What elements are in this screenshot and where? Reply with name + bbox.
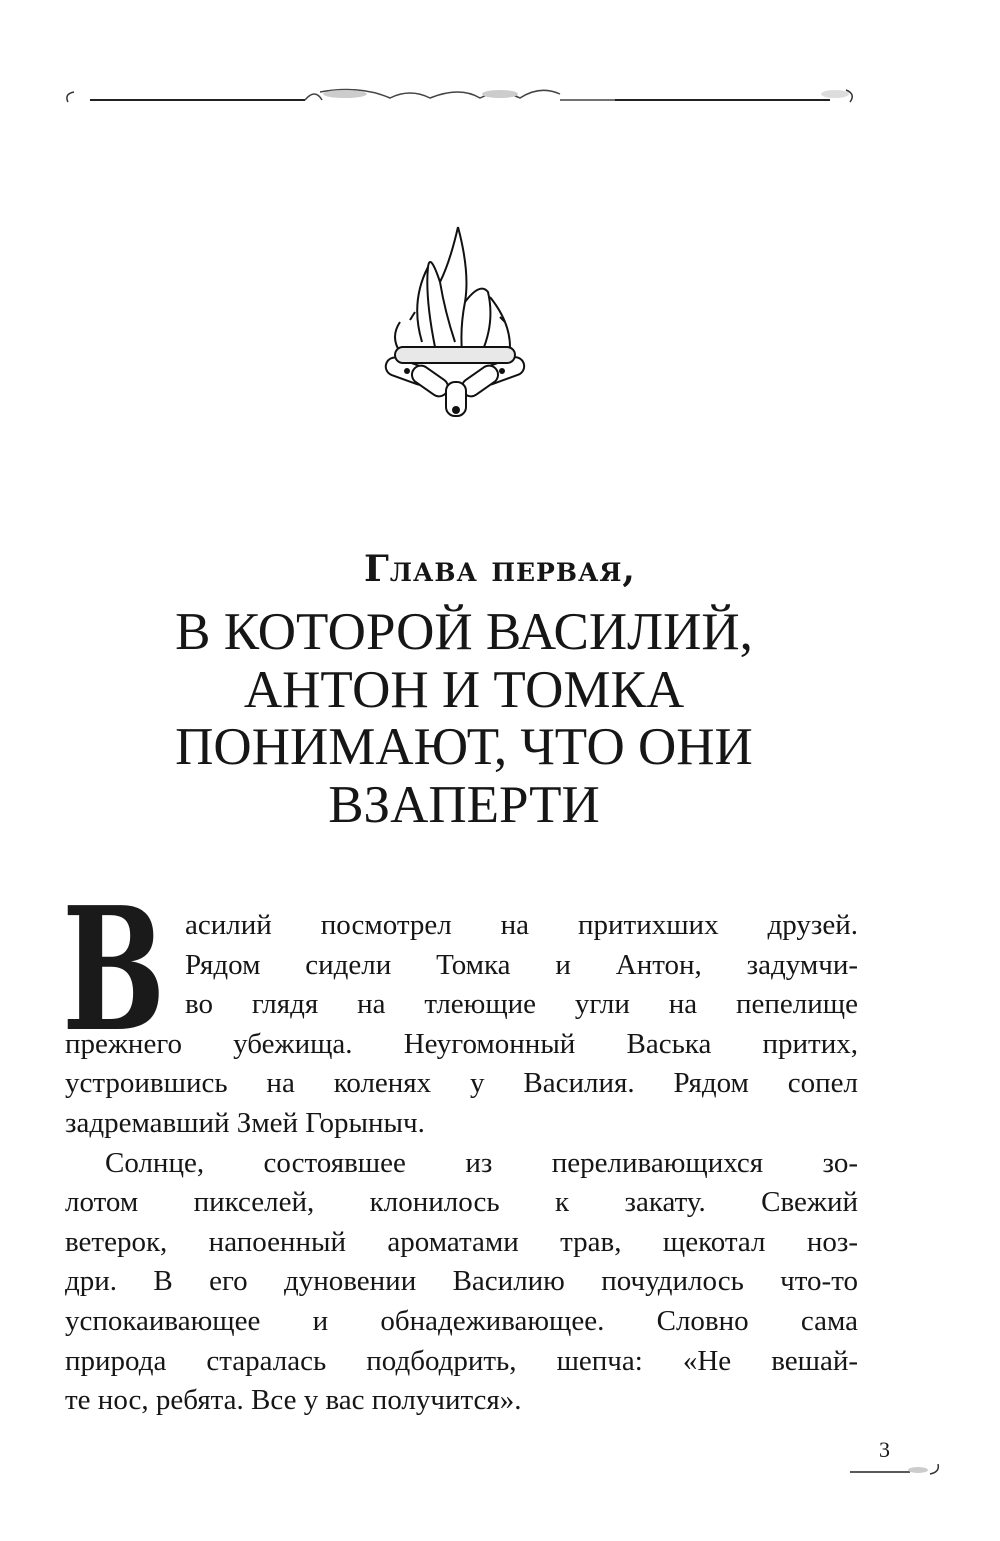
text-line: успокаивающее и обнадеживающее. Словно сама bbox=[65, 1304, 858, 1337]
text-line: ветерок, напоенный ароматами трав, щекотал ноз- bbox=[65, 1225, 858, 1258]
body-text bbox=[65, 906, 858, 1421]
text-line: задремавший Змей Горыныч. bbox=[65, 1106, 425, 1139]
text-line: асилий посмотрел на притихших друзей. bbox=[185, 909, 858, 941]
page-number: 3 bbox=[879, 1437, 890, 1462]
chapter-title bbox=[0, 604, 928, 834]
text-line: прежнего убежища. Неугомонный Васька притих, bbox=[65, 1027, 858, 1060]
text-line: Рядом сидели Томка и Антон, задумчи- bbox=[185, 948, 858, 981]
chapter-title-line: В КОТОРОЙ ВАСИЛИЙ, bbox=[175, 603, 753, 661]
chapter-title-line: АНТОН И ТОМКА bbox=[243, 660, 685, 719]
bottom-ornament bbox=[850, 1462, 945, 1482]
text-line: те нос, ребята. Все у вас получится». bbox=[65, 1384, 522, 1417]
campfire-illustration bbox=[370, 222, 540, 422]
text-line: природа старалась подбодрить, шепча: «Не вешай- bbox=[65, 1344, 858, 1377]
drop-cap: В bbox=[62, 870, 166, 1070]
top-ornament-divider bbox=[60, 80, 860, 120]
text-line: лотом пикселей, клонилось к закату. Свежий bbox=[65, 1186, 858, 1219]
text-line: Солнце, состоявшее из переливающихся зо- bbox=[105, 1146, 858, 1179]
text-line: во глядя на тлеющие угли на пепелище bbox=[185, 988, 858, 1021]
chapter-title-line: ВЗАПЕРТИ bbox=[328, 775, 600, 834]
chapter-label: Глава первая, bbox=[364, 548, 636, 590]
text-line: дри. В его дуновении Василию почудилось что-то bbox=[65, 1265, 858, 1298]
text-line: устроившись на коленях у Василия. Рядом сопел bbox=[65, 1067, 858, 1100]
chapter-title-line: ПОНИМАЮТ, ЧТО ОНИ bbox=[175, 718, 753, 776]
